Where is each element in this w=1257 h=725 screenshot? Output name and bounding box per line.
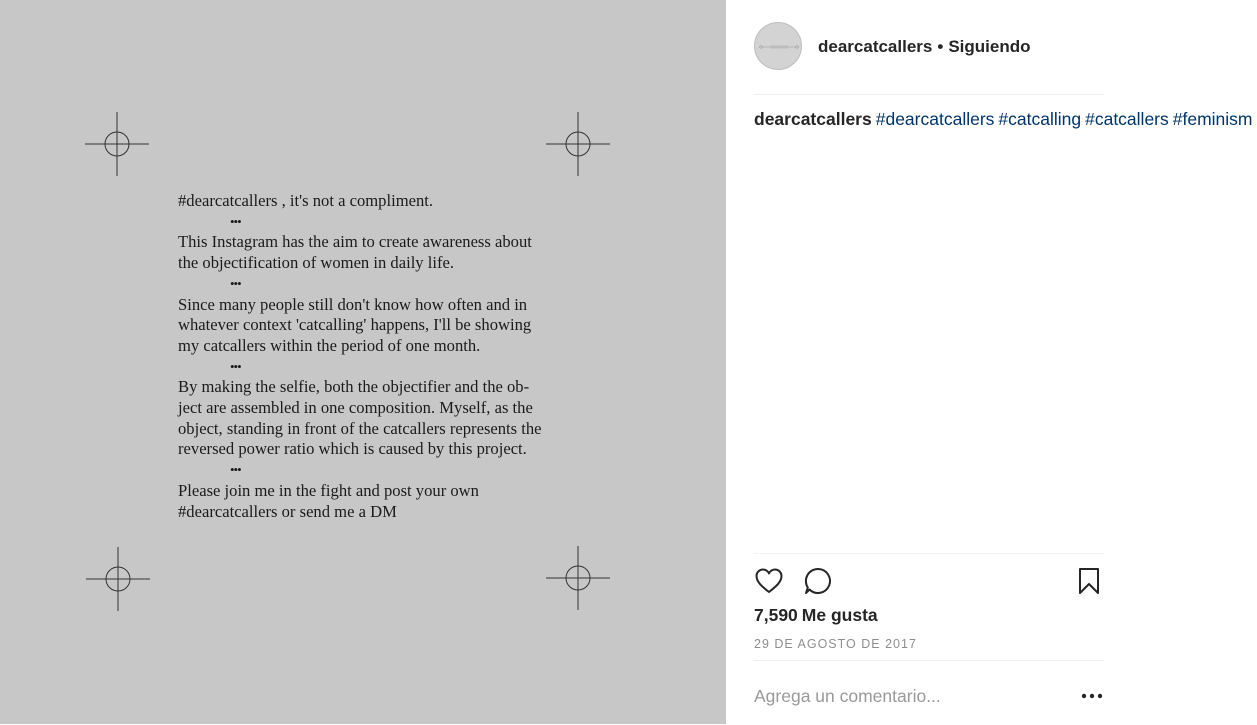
likes-label: Me gusta	[801, 605, 878, 625]
hashtag-link[interactable]: #feminism	[1172, 109, 1253, 129]
likes-count[interactable]	[754, 605, 878, 626]
heart-icon[interactable]	[754, 566, 784, 596]
likes-number: 7,590	[754, 605, 798, 625]
post-text-separator: •••	[230, 275, 241, 291]
crosshair-icon	[86, 547, 150, 611]
post-text-block: #dearcatcallers , it's not a compliment.	[178, 191, 434, 210]
crosshair-icon	[546, 546, 610, 610]
post-text-separator: •••	[230, 462, 241, 478]
header-separator: •	[937, 37, 944, 56]
caption-username[interactable]: dearcatcallers	[754, 109, 872, 129]
post-text-block: Since many people still don't know how often and in whatever context 'catcalling' happens, I'll be showing my catcallers within the period of one month.	[178, 294, 532, 355]
header-username[interactable]: dearcatcallers	[818, 37, 933, 56]
post-actions	[754, 553, 1104, 604]
hashtag-link[interactable]: #dearcatcallers	[875, 109, 995, 129]
post-text-separator: •••	[230, 358, 241, 374]
post-text-block: By making the selfie, both the objectifier and the ob- ject are assembled in one composition. Myself, as the object, standing in front of the catcallers represents the reversed power ratio which is caused by this project.	[178, 377, 542, 459]
comment-bubble-icon[interactable]	[803, 566, 833, 596]
post-image-text	[178, 191, 578, 522]
post-side-panel	[726, 0, 1253, 724]
hashtag-link[interactable]: #catcallers	[1085, 109, 1169, 129]
profile-avatar[interactable]	[754, 22, 802, 70]
comment-input[interactable]	[754, 681, 1054, 711]
following-button[interactable]: Siguiendo	[948, 37, 1031, 56]
more-options-icon[interactable]	[1080, 687, 1104, 705]
post-caption	[754, 108, 1253, 130]
crosshair-icon	[546, 112, 610, 176]
post-header	[754, 22, 1104, 95]
header-line	[818, 37, 1031, 57]
post-text-block: This Instagram has the aim to create awareness about the objectification of women in daily life.	[178, 232, 532, 273]
post-text-block: Please join me in the fight and post your own #dearcatcallers or send me a DM	[178, 480, 479, 521]
post-text-separator: •••	[230, 213, 241, 229]
comment-bar	[754, 660, 1104, 725]
crosshair-icon	[85, 112, 149, 176]
hashtag-link[interactable]: #catcalling	[998, 109, 1082, 129]
post-date: 29 DE AGOSTO DE 2017	[754, 637, 917, 651]
bookmark-icon[interactable]	[1074, 566, 1104, 596]
